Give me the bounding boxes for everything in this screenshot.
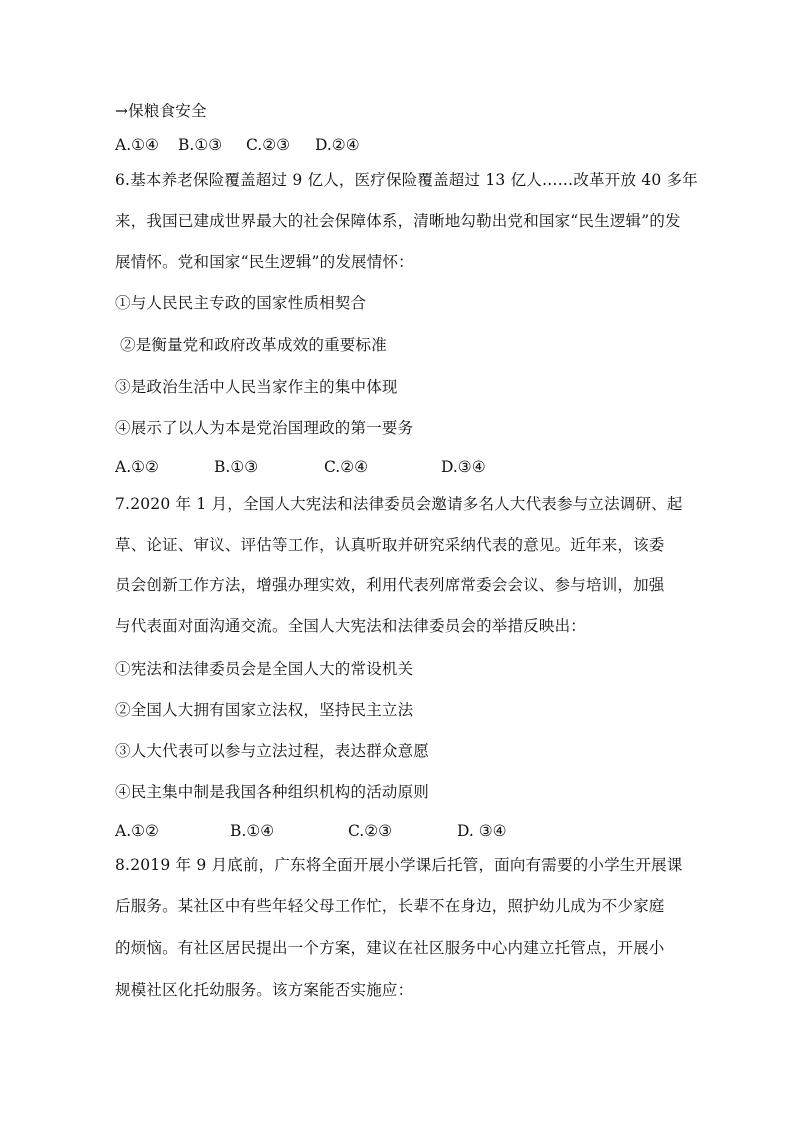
q5-option-d: D.②④ — [315, 136, 360, 154]
q6-stem-line-3: 展情怀。党和国家“民生逻辑”的发展情怀： — [115, 253, 414, 271]
q7-item-3: ③人大代表可以参与立法过程，表达群众意愿 — [115, 742, 430, 760]
q6-option-c: C.②④ — [324, 458, 369, 476]
q7-option-c: C.②③ — [348, 822, 393, 840]
q6-item-4: ④展示了以人为本是党治国理政的第一要务 — [115, 419, 414, 437]
q8-stem-line-4: 规模社区化托幼服务。该方案能否实施应： — [115, 981, 414, 999]
q6-option-a: A.①② — [115, 458, 159, 476]
q6-option-b: B.①③ — [214, 458, 259, 476]
q7-stem-line-3: 员会创新工作方法，增强办理实效，利用代表列席常委会会议、参与培训，加强 — [115, 576, 665, 594]
q7-option-d: D. ③④ — [457, 822, 507, 840]
q6-stem-line-2: 来，我国已建成世界最大的社会保障体系，清晰地勾勒出党和国家“民生逻辑”的发 — [115, 212, 681, 230]
q7-item-4: ④民主集中制是我国各种组织机构的活动原则 — [115, 783, 430, 801]
q8-stem-line-2: 后服务。某社区中有些年轻父母工作忙，长辈不在身边，照护幼儿成为不少家庭 — [115, 897, 665, 915]
q5-option-b: B.①③ — [178, 136, 223, 154]
q7-item-2: ②全国人大拥有国家立法权，坚持民主立法 — [115, 701, 414, 719]
q6-stem-line-1: 6.基本养老保险覆盖超过 9 亿人，医疗保险覆盖超过 13 亿人……改革开放 40 多年 — [115, 171, 698, 189]
q6-option-d: D.③④ — [441, 458, 486, 476]
q8-stem-line-1: 8.2019 年 9 月底前，广东将全面开展小学课后托管，面向有需要的小学生开展课 — [115, 856, 683, 874]
q7-stem-line-4: 与代表面对面沟通交流。全国人大宪法和法律委员会的举措反映出： — [115, 617, 587, 635]
q5-option-c: C.②③ — [246, 136, 291, 154]
q8-stem-line-3: 的烦恼。有社区居民提出一个方案，建议在社区服务中心内建立托管点，开展小 — [115, 939, 665, 957]
previous-question-fragment: →保粮食安全 — [115, 102, 207, 120]
q6-item-1: ①与人民民主专政的国家性质相契合 — [115, 294, 367, 312]
q7-stem-line-2: 草、论证、审议、评估等工作，认真听取并研究采纳代表的意见。近年来，该委 — [115, 536, 665, 554]
q7-option-a: A.①② — [115, 822, 159, 840]
q6-item-3: ③是政治生活中人民当家作主的集中体现 — [115, 378, 398, 396]
q7-option-b: B.①④ — [230, 822, 275, 840]
q6-item-2: ②是衡量党和政府改革成效的重要标准 — [120, 336, 387, 354]
q5-option-a: A.①④ — [115, 136, 159, 154]
q7-item-1: ①宪法和法律委员会是全国人大的常设机关 — [115, 660, 414, 678]
q7-stem-line-1: 7.2020 年 1 月，全国人大宪法和法律委员会邀请多名人大代表参与立法调研、起 — [115, 495, 683, 513]
